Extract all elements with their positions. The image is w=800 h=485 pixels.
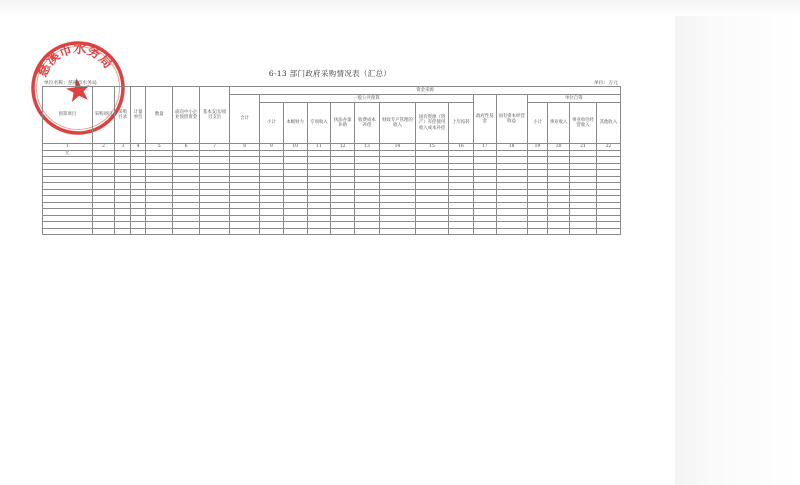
header-procurement-item: 采购项目 [92,87,115,144]
table-cell-empty-marker: 无 [43,150,93,157]
table-cell [92,228,115,235]
table-cell [331,228,355,235]
column-number: 4 [130,144,146,151]
column-number: 18 [496,144,527,151]
column-number: 7 [200,144,230,151]
header-state-capital-income: 国有资本经营收益 [496,95,527,144]
seal-text: 慈溪市水务局 [35,41,116,80]
header-self-subtotal: 小计 [527,103,548,144]
table-cell [200,228,230,235]
column-number: 9 [260,144,284,151]
unit-name: 单位名称：慈溪市水务局 [44,81,97,86]
header-self-raised: 单位自筹 [527,95,620,103]
table-cell [379,228,415,235]
header-quantity: 数量 [146,87,173,144]
column-number: 19 [527,144,548,151]
header-state-resource-income: 国有资源（资产）有偿使用收入成本补偿 [416,103,449,144]
header-general-budget: 一般公共预算 [260,95,474,103]
header-prior-year-carryover: 上年结转 [449,103,474,144]
table-cell [146,228,173,235]
table-cell [570,228,597,235]
header-special-account-income: 财政专户管理的收入 [379,103,415,144]
column-number: 1 [43,144,93,151]
table-cell [548,228,570,235]
header-general-subtotal: 小计 [260,103,284,144]
column-number: 10 [283,144,307,151]
procurement-table [42,86,621,235]
table-cell [527,228,548,235]
table-cell [173,228,200,235]
header-total: 合计 [230,95,260,144]
column-number: 21 [570,144,597,151]
table-cell [449,228,474,235]
column-number: 11 [307,144,331,151]
header-other-income: 其他收入 [596,103,620,144]
table-cell [596,228,620,235]
scan-edge-shadow [675,0,800,485]
column-number: 17 [473,144,496,151]
column-number: 13 [355,144,380,151]
table-cell [230,228,260,235]
header-procurement-catalog: 采购目录 [115,87,131,144]
table-cell [260,228,284,235]
table-cell [283,228,307,235]
header-business-income: 事业收入 [548,103,570,144]
table-cell [416,228,449,235]
column-number: 15 [416,144,449,151]
column-number: 20 [548,144,570,151]
header-measure-unit: 计量单位 [130,87,146,144]
table-cell [496,228,527,235]
header-sme-reserved-funds: 面向中小企业预留资金 [173,87,200,144]
column-number: 2 [92,144,115,151]
header-law-enforcement-subsidy: 执法办案补助 [331,103,355,144]
page-title: 6-13 部门政府采购情况表（汇总） [268,69,392,78]
header-own-finance: 本级财力 [283,103,307,144]
table-cell [115,228,131,235]
column-number: 12 [331,144,355,151]
column-number: 22 [596,144,620,151]
header-special-income: 专项收入 [307,103,331,144]
column-number: 3 [115,144,131,151]
header-operating-income: 事业单位经营收入 [570,103,597,144]
table-cell [355,228,380,235]
column-number: 5 [146,144,173,151]
header-basic-project-expense: 基本支出/项目支出 [200,87,230,144]
table-cell [130,228,146,235]
column-number: 16 [449,144,474,151]
header-government-fund: 政府性基金 [473,95,496,144]
column-number: 14 [379,144,415,151]
table-cell [307,228,331,235]
header-budget-item: 预算项目 [43,87,93,144]
column-number: 8 [230,144,260,151]
header-fee-cost-compensation: 收费成本补偿 [355,103,380,144]
scan-top-shadow [0,0,800,16]
unit-label: 单位：万元 [594,81,618,86]
column-number: 6 [173,144,200,151]
table-row [43,228,621,235]
table-cell [473,228,496,235]
header-fund-source: 资金来源 [230,87,621,95]
table-cell [43,228,93,235]
